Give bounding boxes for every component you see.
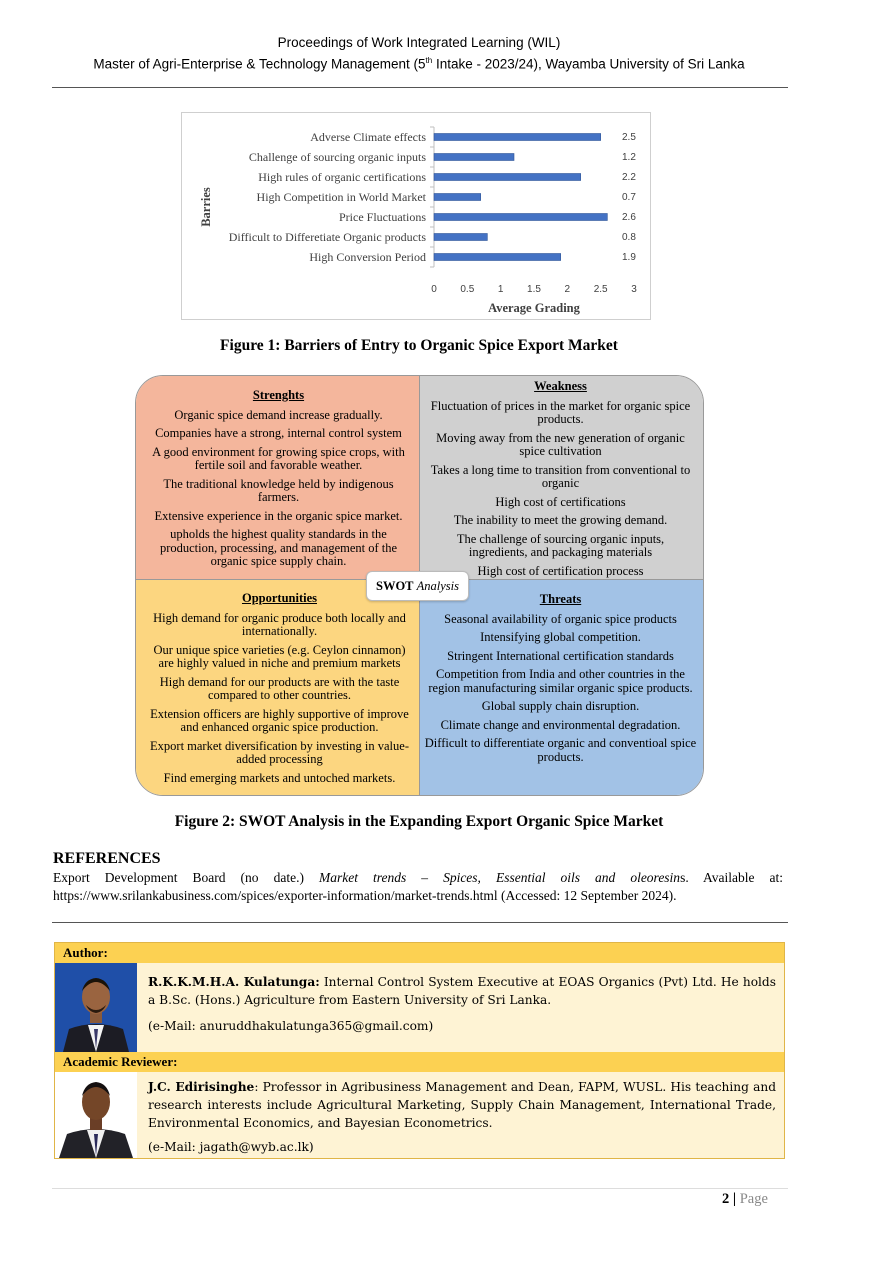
- weakness-item: Takes a long time to transition from conventional to organic: [430, 462, 691, 490]
- x-tick-label: 2.5: [593, 284, 608, 295]
- page-number: 2 | Page: [722, 1191, 768, 1207]
- reviewer-bio: J.C. Edirisinghe: Professor in Agribusiness Management and Dean, FAPM, WUSL. His teaching and research interests include Agricultural Marketing, Supply Chain Management, International Trade, Environmental Economics, and Bayesian Econometrics. (e-Mail: jagath@wyb.ac.lk): [148, 1080, 777, 1154]
- bar: [434, 194, 481, 201]
- x-tick-label: 0: [431, 284, 437, 295]
- bar: [434, 134, 601, 141]
- reference-entry: Export Development Board (no date.) Market trends – Spices, Essential oils and oleoresins. Available at: https://www.srilankabusiness.com/spices/exporter-information/market-trends.html (Accessed: 12 September 2024).: [53, 870, 783, 903]
- bar: [434, 174, 581, 181]
- value-label: 2.5: [622, 132, 636, 143]
- page-header: [0, 34, 838, 74]
- threat-item: Intensifying global competition.: [480, 630, 641, 644]
- category-label: High Competition in World Market: [256, 190, 426, 204]
- value-label: 0.7: [622, 192, 636, 203]
- x-tick-label: 0.5: [460, 284, 475, 295]
- header-line-1: Proceedings of Work Integrated Learning (WIL): [277, 35, 561, 50]
- author-row: [55, 963, 784, 1052]
- strength-item: Extensive experience in the organic spice market.: [154, 508, 403, 523]
- swot-opportunities: [136, 579, 419, 795]
- figure-1-caption: Figure 1: Barriers of Entry to Organic Spice Export Market: [220, 337, 618, 354]
- value-label: 1.2: [622, 152, 636, 163]
- header-divider: [52, 87, 788, 88]
- opportunity-item: High demand for our products are with the taste compared to other countries.: [159, 674, 400, 702]
- swot-center-label: SWOT Analysis: [366, 571, 469, 601]
- barriers-chart: [181, 112, 651, 320]
- opportunity-item: Export market diversification by investing in value-added processing: [150, 738, 409, 766]
- threat-item: Competition from India and other countries in the region manufacturing similar organic spice products.: [428, 667, 693, 695]
- x-tick-label: 3: [631, 284, 637, 295]
- weakness-item: High cost of certification process: [477, 563, 644, 578]
- weakness-item: Moving away from the new generation of organic spice cultivation: [436, 430, 685, 458]
- reviewer-photo: [55, 1072, 137, 1158]
- opportunity-item: Find emerging markets and untoched markets.: [163, 770, 396, 785]
- weakness-title: Weakness: [534, 379, 587, 393]
- category-label: Adverse Climate effects: [310, 130, 426, 144]
- x-tick-label: 1: [497, 284, 504, 295]
- weakness-item: The challenge of sourcing organic inputs, ingredients, and packaging materials: [456, 531, 665, 559]
- category-label: Difficult to Differetiate Organic products: [228, 230, 426, 244]
- value-label: 1.9: [622, 252, 636, 263]
- bar: [434, 154, 514, 161]
- figure-2-caption: Figure 2: SWOT Analysis in the Expanding Export Organic Spice Market: [174, 813, 664, 830]
- opportunity-item: High demand for organic produce both locally and internationally.: [153, 610, 406, 638]
- weakness-item: Fluctuation of prices in the market for organic spice products.: [430, 398, 691, 426]
- opportunity-item: Our unique spice varieties (e.g. Ceylon cinnamon) are highly valued in niche and premium markets: [153, 642, 406, 670]
- threat-item: Difficult to differentiate organic and conventioal spice products.: [424, 736, 697, 764]
- swot-threats: [419, 579, 703, 795]
- reviewer-row: [55, 1072, 784, 1158]
- bar: [434, 254, 561, 261]
- reviewer-email: (e-Mail: jagath@wyb.ac.lk): [148, 1140, 314, 1154]
- strength-item: The traditional knowledge held by indigenous farmers.: [163, 476, 394, 504]
- category-label: Challenge of sourcing organic inputs: [248, 150, 426, 164]
- swot-weakness: [419, 376, 703, 579]
- author-email: (e-Mail: anuruddhakulatunga365@gmail.com): [148, 1019, 434, 1033]
- x-tick-label: 2: [564, 284, 571, 295]
- threat-item: Stringent International certification standards: [447, 648, 674, 663]
- threats-title: Threats: [539, 592, 582, 606]
- author-bio: R.K.K.M.H.A. Kulatunga: Internal Control System Executive at EOAS Organics (Pvt) Ltd. He holds a B.Sc. (Hons.) Agriculture from Eastern University of Sri Lanka. (e-Mail: anuruddhakulatunga365@gmail.com): [148, 975, 776, 1033]
- author-photo: [55, 963, 137, 1052]
- weakness-item: High cost of certifications: [495, 494, 626, 509]
- threat-item: Seasonal availability of organic spice products: [444, 611, 677, 626]
- reviewer-portrait-icon: [55, 1072, 137, 1158]
- category-label: High Conversion Period: [309, 250, 426, 264]
- strength-item: Organic spice demand increase gradually.: [174, 407, 383, 422]
- references-heading: REFERENCES: [53, 850, 161, 867]
- y-axis-title: Barries: [199, 187, 213, 227]
- strength-item: Companies have a strong, internal control system: [155, 426, 402, 440]
- strength-item: upholds the highest quality standards in the production, processing, and management of the organic spice supply chain.: [159, 527, 398, 568]
- footer-divider: [52, 1188, 788, 1189]
- header-line-2: Master of Agri-Enterprise & Technology Management (5th Intake - 2023/24), Wayamba University of Sri Lanka: [93, 56, 745, 72]
- authors-box: [54, 942, 785, 1159]
- author-portrait-icon: [55, 963, 137, 1052]
- bar: [434, 234, 487, 241]
- x-tick-label: 1.5: [527, 284, 541, 295]
- category-label: High rules of organic certifications: [258, 170, 426, 184]
- barriers-chart-svg: [182, 113, 650, 319]
- x-axis-title: Average Grading: [488, 301, 580, 315]
- author-role-bar: Author:: [55, 943, 784, 963]
- references-divider: [52, 922, 788, 923]
- threat-item: Global supply chain disruption.: [481, 699, 640, 713]
- category-label: Price Fluctuations: [339, 210, 426, 224]
- threat-item: Climate change and environmental degradation.: [440, 717, 681, 732]
- opportunities-title: Opportunities: [241, 591, 317, 605]
- strengths-title: Strenghts: [252, 388, 305, 402]
- value-label: 2.2: [622, 172, 636, 183]
- swot-strengths: [136, 376, 419, 579]
- strength-item: A good environment for growing spice crops, with fertile soil and favorable weather.: [152, 444, 405, 472]
- bar: [434, 214, 607, 221]
- value-label: 0.8: [622, 232, 636, 243]
- reviewer-role-bar: Academic Reviewer:: [55, 1052, 784, 1072]
- weakness-item: The inability to meet the growing demand.: [453, 513, 668, 527]
- value-label: 2.6: [622, 212, 636, 223]
- opportunity-item: Extension officers are highly supportive of improve and enhanced organic spice production.: [150, 706, 409, 734]
